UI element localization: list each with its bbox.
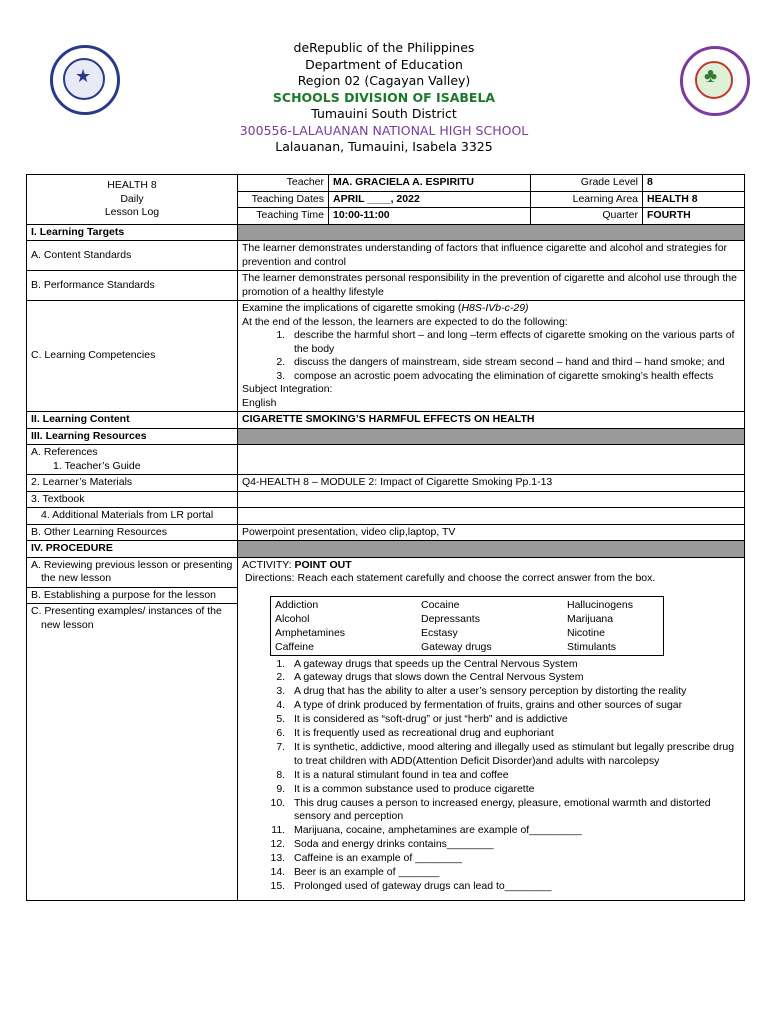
title-cell [27,175,238,225]
competency-intro [242,302,740,316]
question-item: 13. Caffeine is an example of ________ [288,852,740,866]
question-item: 6. It is frequently used as recreational drug and euphoriant [288,727,740,741]
choice-item: Alcohol [275,612,310,625]
choice-item: Marijuana [567,612,614,625]
competencies-cell [238,301,745,412]
content-standards-label: A. Content Standards [27,241,238,271]
title-health: HEALTH 8 [107,179,157,191]
competency-list [242,329,740,383]
question-list [242,658,740,894]
content-standards-text: The learner demonstrates understanding of factors that influence cigarette and alcohol and strategies for prevention and control [238,241,745,271]
section-learning-resources: III. Learning Resources [27,428,238,445]
time-label: Teaching Time [238,208,329,225]
other-resources-label: B. Other Learning Resources [27,524,238,541]
question-item: 2. A gateway drugs that slows down the Central Nervous System [288,671,740,685]
dates-label: Teaching Dates [238,191,329,208]
document-header [0,40,768,156]
performance-standards-text: The learner demonstrates personal responsibility in the prevention of cigarette and alcohol use through the promotion of a healthy lifestyle [238,271,745,301]
area-value: HEALTH 8 [643,191,745,208]
question-item: 4. A type of drink produced by fermentation of fruits, grains and other sources of sugar [288,699,740,713]
competency-code: H8S-IVb-c-29) [461,302,529,314]
competency-item: 2. discuss the dangers of mainstream, side stream second – hand and third – hand smoke; and [288,356,740,370]
choice-item: Stimulants [567,640,617,653]
references-label: A. References [31,446,98,458]
competencies-label: C. Learning Competencies [27,301,238,412]
title-daily: Daily [120,192,144,205]
shaded-cell [238,428,745,445]
time-value: 10:00-11:00 [329,208,531,225]
procedure-b: B. Establishing a purpose for the lesson [27,588,237,605]
deped-seal-logo: ★ [50,45,120,115]
choices-box [270,596,664,656]
question-item: 15. Prolonged used of gateway drugs can lead to________ [288,880,740,894]
competency-lead: At the end of the lesson, the learners are expected to do the following: [242,315,568,328]
references-cell [27,445,238,475]
activity-name: POINT OUT [294,558,352,571]
activity-title [242,559,740,573]
title-lesson-log: Lesson Log [104,206,160,218]
additional-materials-label: 4. Additional Materials from LR portal [27,508,238,525]
choice-item: Hallucinogens [567,598,633,611]
procedure-a: A. Reviewing previous lesson or presenting the new lesson [27,558,237,588]
question-item: 10. This drug causes a person to increased energy, pleasure, emotional warmth and distorted sensory and perception [288,797,740,825]
question-item: 3. A drug that has the ability to alter a user’s sensory perception by distorting the reality [288,685,740,699]
procedure-c: C. Presenting examples/ instances of the new lesson [31,605,222,631]
question-item: 11. Marijuana, cocaine, amphetamines are example of_________ [288,824,740,838]
dates-value: APRIL ____, 2022 [329,191,531,208]
learners-materials-label: 2. Learner’s Materials [27,475,238,492]
question-item: 7. It is synthetic, addictive, mood altering and illegally used as stimulant but legally prescribe drug to treat children with ADD(Attention Deficit Disorder)and adults with narcolepsy [288,741,740,769]
question-item: 5. It is considered as “soft-drug” or just “herb” and is addictive [288,713,740,727]
header-republic: deRepublic of the Philippines [293,40,475,55]
area-label: Learning Area [531,191,643,208]
competency-item: 3. compose an acrostic poem advocating the elimination of cigarette smoking’s health effects [288,370,740,384]
subject-integration-label: Subject Integration: [242,383,333,395]
teachers-guide-label: 1. Teacher’s Guide [53,459,141,472]
teacher-label: Teacher [238,175,329,192]
activity-directions: Directions: Reach each statement carefully and choose the correct answer from the box. [245,572,656,584]
competency-item: 1. describe the harmful short – and long –term effects of cigarette smoking on the various parts of the body [288,329,740,356]
choice-item: Cocaine [421,598,460,611]
learners-materials-value: Q4-HEALTH 8 – MODULE 2: Impact of Cigarette Smoking Pp.1-13 [238,475,745,492]
references-value [238,445,745,475]
shaded-cell [238,541,745,558]
choice-item: Gateway drugs [421,640,492,653]
other-resources-value: Powerpoint presentation, video clip,laptop, TV [238,524,745,541]
performance-standards-label: B. Performance Standards [27,271,238,301]
shaded-cell [238,224,745,241]
question-item: 1. A gateway drugs that speeds up the Central Nervous System [288,658,740,672]
section-procedure: IV. PROCEDURE [27,541,238,558]
header-department: Department of Education [305,56,463,72]
quarter-label: Quarter [531,208,643,225]
choice-item: Caffeine [275,640,314,653]
choice-item: Amphetamines [275,626,346,639]
learning-content-label: II. Learning Content [27,412,238,429]
additional-materials-value [238,508,745,525]
textbook-label: 3. Textbook [27,491,238,508]
school-seal-logo: ♣ [680,46,750,116]
question-item: 12. Soda and energy drinks contains________ [288,838,740,852]
subject-integration-value: English [242,396,277,409]
quarter-value: FOURTH [643,208,745,225]
choice-item: Addiction [275,598,319,611]
header-district: Tumauini South District [311,106,457,121]
activity-cell [238,557,745,900]
choice-item: Nicotine [567,626,605,639]
activity-label: ACTIVITY: [242,558,295,571]
question-item: 9. It is a common substance used to produce cigarette [288,783,740,797]
procedure-steps-cell [27,557,238,900]
question-item: 14. Beer is an example of _______ [288,866,740,880]
choice-item: Depressants [421,612,480,625]
question-item: 8. It is a natural stimulant found in tea and coffee [288,769,740,783]
header-division: SCHOOLS DIVISION OF ISABELA [272,89,496,105]
competency-intro-text: Examine the implications of cigarette smoking ( [242,302,462,314]
teacher-value: MA. GRACIELA A. ESPIRITU [329,175,531,192]
textbook-value [238,491,745,508]
grade-label: Grade Level [531,175,643,192]
header-school: 300556-LALAUANAN NATIONAL HIGH SCHOOL [239,122,529,138]
header-region: Region 02 (Cagayan Valley) [297,73,471,88]
learning-content-value: CIGARETTE SMOKING’S HARMFUL EFFECTS ON HEALTH [238,412,745,429]
section-learning-targets: I. Learning Targets [27,224,238,241]
lesson-log-table [26,174,745,901]
choice-item: Ecstasy [421,626,458,639]
header-address: Lalauanan, Tumauini, Isabela 3325 [275,139,493,154]
grade-value: 8 [643,175,745,192]
